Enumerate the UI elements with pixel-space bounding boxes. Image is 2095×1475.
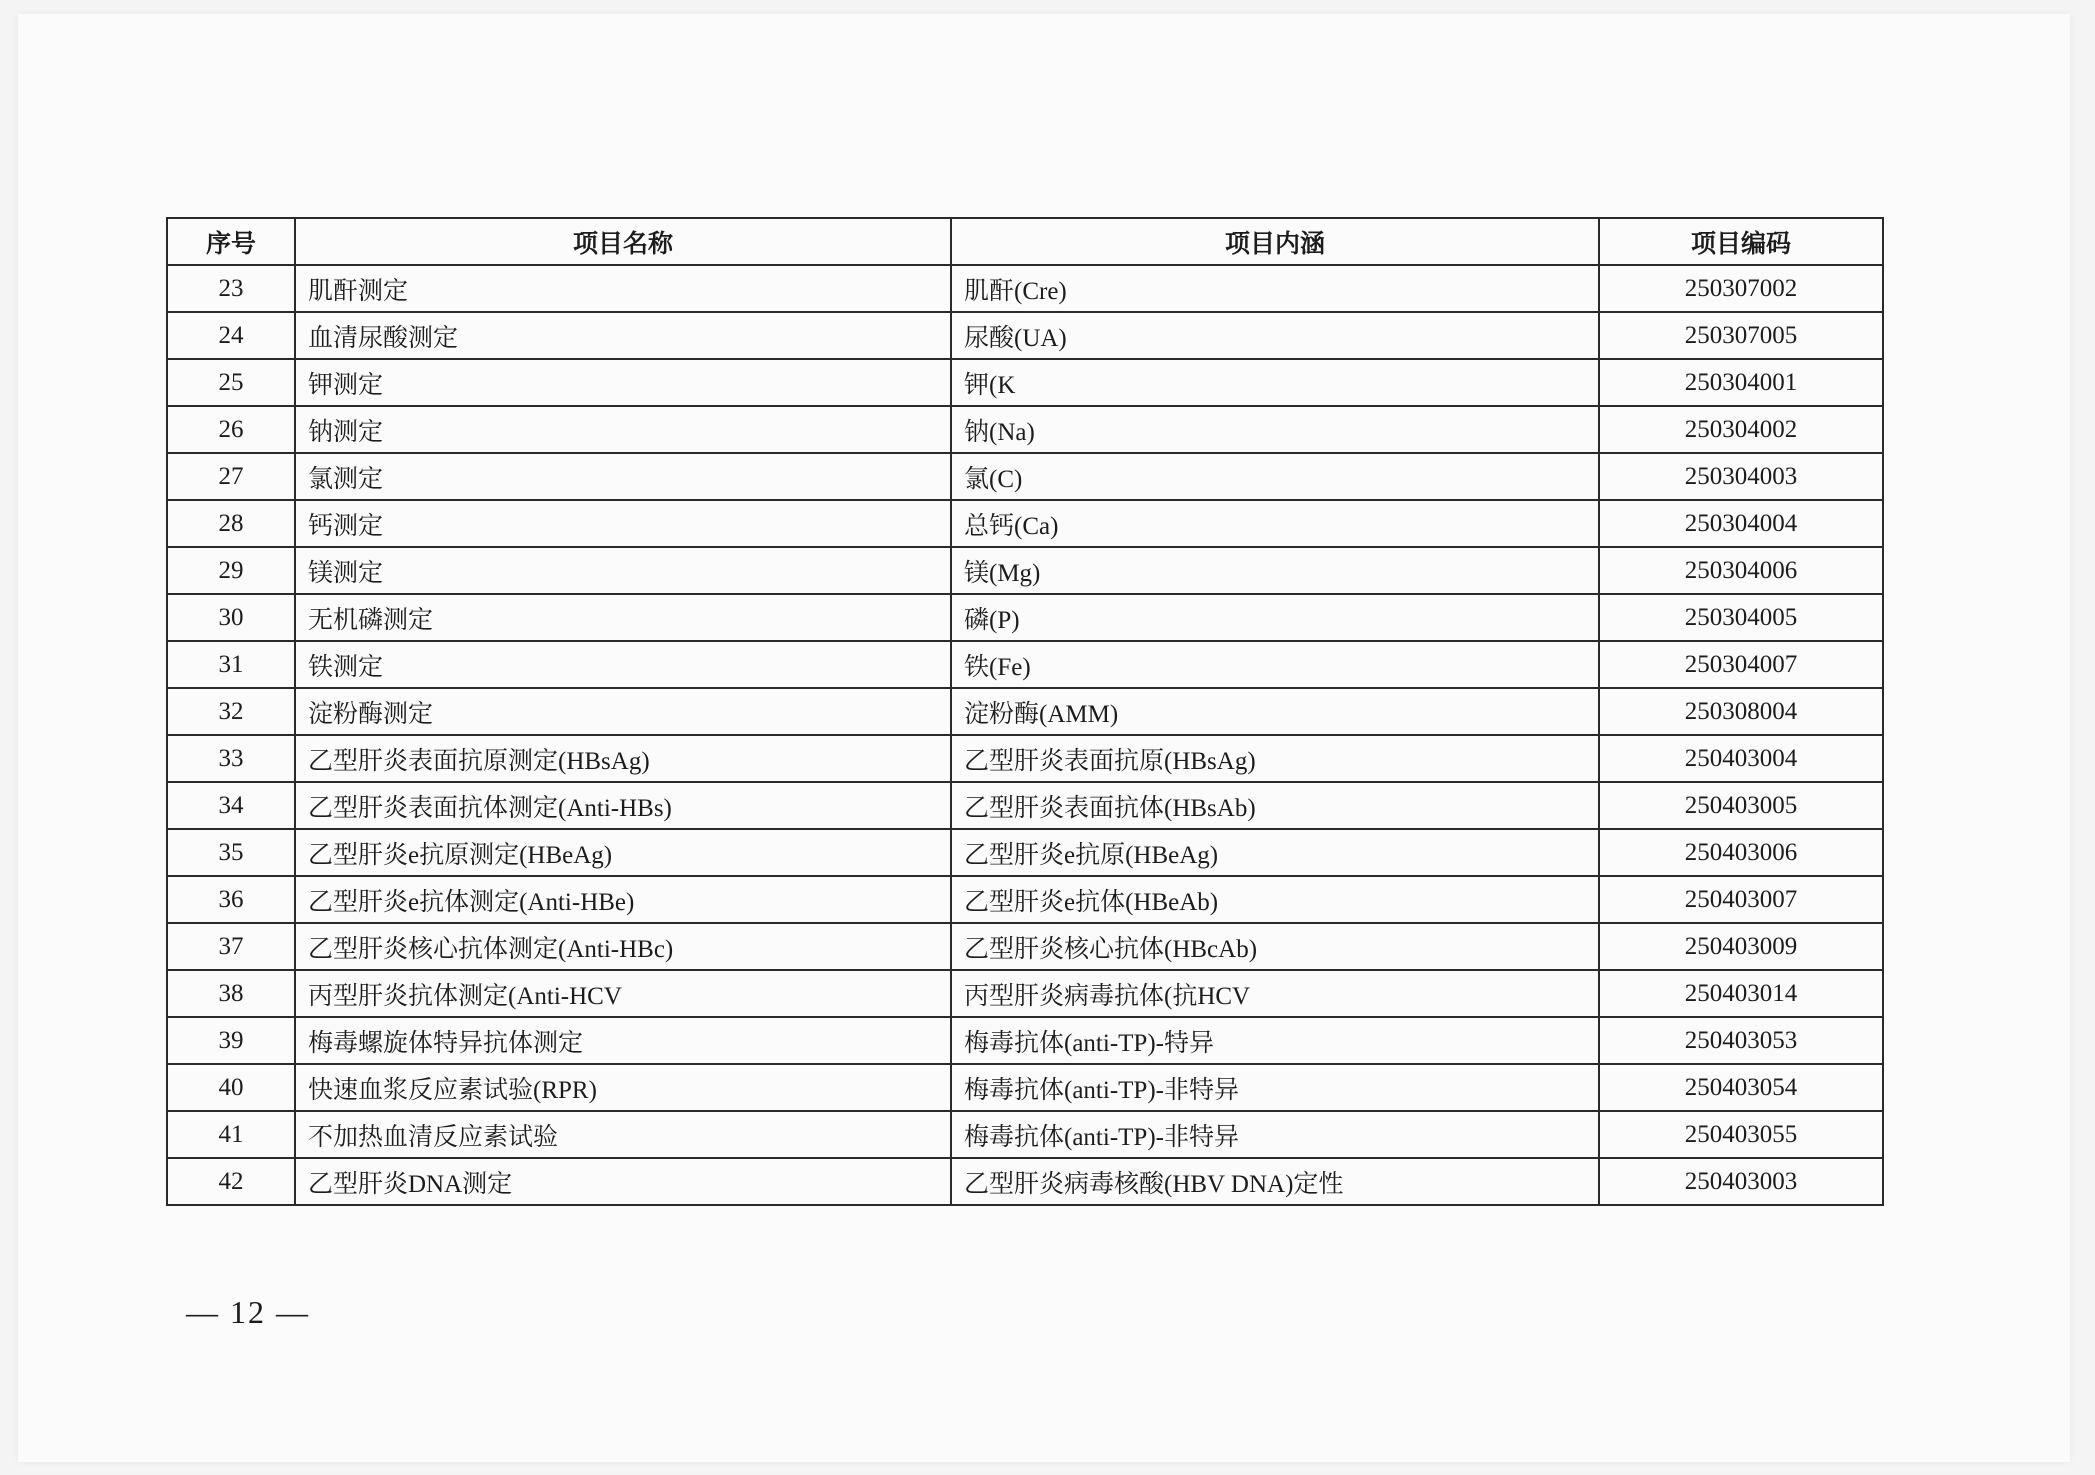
cell-project-code: 250304006: [1599, 547, 1883, 594]
cell-project-content: 磷(P): [951, 594, 1599, 641]
table-row: [167, 923, 1883, 970]
cell-seq: 31: [167, 641, 295, 688]
cell-project-name: 血清尿酸测定: [295, 312, 951, 359]
cell-project-name: 镁测定: [295, 547, 951, 594]
cell-project-content: 乙型肝炎病毒核酸(HBV DNA)定性: [951, 1158, 1599, 1205]
table-row: [167, 735, 1883, 782]
cell-project-name: 钠测定: [295, 406, 951, 453]
cell-project-code: 250304001: [1599, 359, 1883, 406]
table-row: [167, 453, 1883, 500]
header-project-name: 项目名称: [295, 218, 951, 265]
cell-project-name: 梅毒螺旋体特异抗体测定: [295, 1017, 951, 1064]
cell-project-name: 铁测定: [295, 641, 951, 688]
cell-project-content: 肌酐(Cre): [951, 265, 1599, 312]
cell-seq: 30: [167, 594, 295, 641]
cell-seq: 26: [167, 406, 295, 453]
table-row: [167, 1064, 1883, 1111]
header-project-content: 项目内涵: [951, 218, 1599, 265]
cell-project-name: 无机磷测定: [295, 594, 951, 641]
cell-project-code: 250403005: [1599, 782, 1883, 829]
cell-project-code: 250304004: [1599, 500, 1883, 547]
cell-seq: 24: [167, 312, 295, 359]
cell-seq: 35: [167, 829, 295, 876]
cell-project-code: 250403055: [1599, 1111, 1883, 1158]
cell-seq: 37: [167, 923, 295, 970]
cell-project-content: 乙型肝炎e抗体(HBeAb): [951, 876, 1599, 923]
table-row: [167, 970, 1883, 1017]
table-row: [167, 782, 1883, 829]
cell-seq: 29: [167, 547, 295, 594]
cell-project-name: 钾测定: [295, 359, 951, 406]
table-row: [167, 547, 1883, 594]
table-row: [167, 265, 1883, 312]
cell-project-code: 250304003: [1599, 453, 1883, 500]
cell-project-code: 250403007: [1599, 876, 1883, 923]
cell-project-name: 淀粉酶测定: [295, 688, 951, 735]
cell-project-name: 丙型肝炎抗体测定(Anti-HCV: [295, 970, 951, 1017]
cell-seq: 33: [167, 735, 295, 782]
cell-project-content: 梅毒抗体(anti-TP)-非特异: [951, 1064, 1599, 1111]
table-row: [167, 1158, 1883, 1205]
table-row: [167, 641, 1883, 688]
cell-project-name: 钙测定: [295, 500, 951, 547]
cell-project-code: 250307002: [1599, 265, 1883, 312]
cell-project-content: 尿酸(UA): [951, 312, 1599, 359]
cell-project-code: 250304007: [1599, 641, 1883, 688]
table-row: [167, 1111, 1883, 1158]
cell-seq: 36: [167, 876, 295, 923]
cell-seq: 39: [167, 1017, 295, 1064]
cell-project-name: 乙型肝炎表面抗体测定(Anti-HBs): [295, 782, 951, 829]
cell-seq: 32: [167, 688, 295, 735]
cell-project-code: 250308004: [1599, 688, 1883, 735]
cell-project-code: 250403006: [1599, 829, 1883, 876]
cell-project-code: 250403054: [1599, 1064, 1883, 1111]
cell-project-name: 肌酐测定: [295, 265, 951, 312]
table-row: [167, 406, 1883, 453]
cell-project-name: 快速血浆反应素试验(RPR): [295, 1064, 951, 1111]
table-row: [167, 359, 1883, 406]
project-table: [166, 217, 1884, 1206]
cell-project-name: 乙型肝炎核心抗体测定(Anti-HBc): [295, 923, 951, 970]
header-project-code: 项目编码: [1599, 218, 1883, 265]
cell-seq: 41: [167, 1111, 295, 1158]
cell-project-code: 250403003: [1599, 1158, 1883, 1205]
cell-project-content: 丙型肝炎病毒抗体(抗HCV: [951, 970, 1599, 1017]
cell-project-content: 钠(Na): [951, 406, 1599, 453]
cell-project-content: 乙型肝炎表面抗体(HBsAb): [951, 782, 1599, 829]
document-page: [18, 14, 2070, 1462]
cell-seq: 34: [167, 782, 295, 829]
cell-project-code: 250304005: [1599, 594, 1883, 641]
cell-seq: 38: [167, 970, 295, 1017]
cell-seq: 28: [167, 500, 295, 547]
cell-project-code: 250403004: [1599, 735, 1883, 782]
cell-project-content: 总钙(Ca): [951, 500, 1599, 547]
table-row: [167, 594, 1883, 641]
cell-project-content: 氯(C): [951, 453, 1599, 500]
cell-project-content: 铁(Fe): [951, 641, 1599, 688]
cell-project-name: 氯测定: [295, 453, 951, 500]
cell-project-code: 250403053: [1599, 1017, 1883, 1064]
cell-project-code: 250307005: [1599, 312, 1883, 359]
table-row: [167, 688, 1883, 735]
cell-project-content: 乙型肝炎表面抗原(HBsAg): [951, 735, 1599, 782]
cell-project-code: 250403014: [1599, 970, 1883, 1017]
cell-project-code: 250304002: [1599, 406, 1883, 453]
cell-project-name: 不加热血清反应素试验: [295, 1111, 951, 1158]
cell-project-content: 钾(K: [951, 359, 1599, 406]
cell-seq: 42: [167, 1158, 295, 1205]
cell-seq: 23: [167, 265, 295, 312]
cell-project-name: 乙型肝炎e抗原测定(HBeAg): [295, 829, 951, 876]
cell-seq: 25: [167, 359, 295, 406]
cell-project-name: 乙型肝炎表面抗原测定(HBsAg): [295, 735, 951, 782]
cell-project-name: 乙型肝炎e抗体测定(Anti-HBe): [295, 876, 951, 923]
table-row: [167, 312, 1883, 359]
cell-project-content: 淀粉酶(AMM): [951, 688, 1599, 735]
table-header-row: [167, 218, 1883, 265]
cell-seq: 27: [167, 453, 295, 500]
cell-project-content: 乙型肝炎核心抗体(HBcAb): [951, 923, 1599, 970]
cell-project-content: 梅毒抗体(anti-TP)-特异: [951, 1017, 1599, 1064]
cell-project-content: 梅毒抗体(anti-TP)-非特异: [951, 1111, 1599, 1158]
cell-seq: 40: [167, 1064, 295, 1111]
table-row: [167, 500, 1883, 547]
cell-project-name: 乙型肝炎DNA测定: [295, 1158, 951, 1205]
cell-project-content: 镁(Mg): [951, 547, 1599, 594]
cell-project-code: 250403009: [1599, 923, 1883, 970]
header-seq: 序号: [167, 218, 295, 265]
table-row: [167, 1017, 1883, 1064]
table-row: [167, 876, 1883, 923]
page-number: — 12 —: [186, 1294, 310, 1330]
table-row: [167, 829, 1883, 876]
cell-project-content: 乙型肝炎e抗原(HBeAg): [951, 829, 1599, 876]
